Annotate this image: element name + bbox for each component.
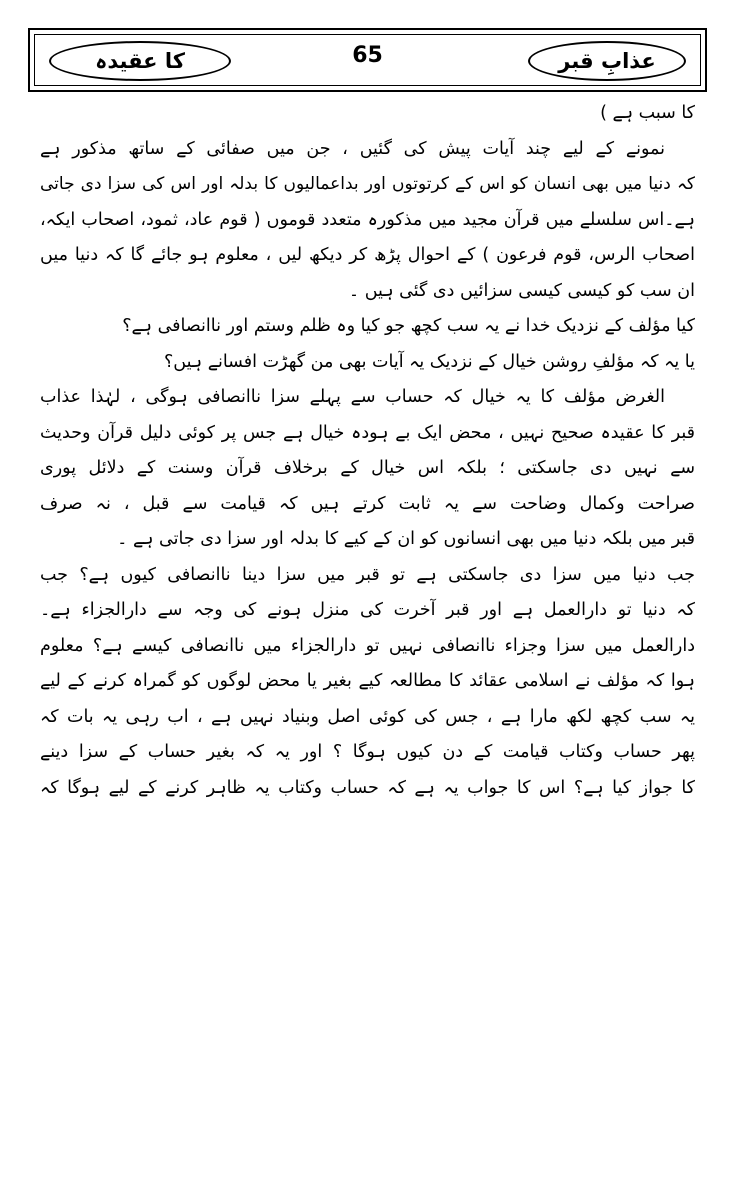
text-line: کہ دنیا میں بھی انسان کو اس کے کرتوتوں اور بداعمالیوں کا بدلہ اور اس کی سزا دی جاتی	[40, 174, 695, 194]
text-line: نمونے کے لیے چند آیات پیش کی گئیں ، جن میں صفائی کے ساتھ مذکور ہے	[40, 138, 665, 159]
text-line: کا سبب ہے )	[600, 103, 695, 123]
text-line: ہے۔اس سلسلے میں قرآن مجید میں مذکورہ متعدد قوموں ( قوم عاد، ثمود، اصحاب ایکہ،	[40, 209, 695, 230]
text-line: ہوا کہ مؤلف نے اسلامی عقائد کا مطالعہ کیے بغیر یا محض لوگوں کو گمراہ کرنے کے لیے	[40, 671, 695, 691]
header-left-title: کا عقیدہ	[49, 41, 231, 81]
text-line: کا جواز کیا ہے؟ اس کا جواب یہ ہے کہ حساب وکتاب یہ ظاہر کرنے کے لیے ہوگا کہ	[40, 777, 695, 798]
page-number: 65	[352, 43, 383, 68]
text-line: یا یہ کہ مؤلفِ روشن خیال کے نزدیک یہ آیات بھی من گھڑت افسانے ہیں؟	[164, 351, 695, 372]
text-line: کہ دنیا تو دارالعمل ہے اور قبر آخرت کی منزل ہونے کی وجہ سے دارالجزاء ہے۔	[40, 600, 695, 620]
text-line: الغرض مؤلف کا یہ خیال کہ حساب سے پہلے سزا ناانصافی ہوگی ، لہٰذا عذاب	[40, 387, 665, 407]
text-line: ان سب کو کیسی کیسی سزائیں دی گئی ہیں ۔	[348, 280, 695, 301]
text-line: صراحت وکمال وضاحت سے یہ ثابت کرتے ہیں کہ قیامت سے قبل ، نہ صرف	[40, 493, 695, 514]
text-line: پھر حساب وکتاب قیامت کے دن کیوں ہوگا ؟ اور یہ کہ بغیر حساب کے سزا دینے	[40, 742, 695, 762]
header-right-title: عذابِ قبر	[528, 41, 686, 81]
text-line: قبر میں بلکہ دنیا میں بھی انسانوں کو ان کے کیے کا بدلہ اور سزا دی جاتی ہے ۔	[117, 529, 695, 549]
text-line: جب دنیا میں سزا دی جاسکتی ہے تو قبر میں سزا دینا ناانصافی کیوں ہے؟ جب	[40, 564, 695, 585]
text-line: کیا مؤلف کے نزدیک خدا نے یہ سب کچھ جو کیا وہ ظلم وستم اور ناانصافی ہے؟	[122, 316, 695, 336]
text-line: یہ سب کچھ لکھ مارا ہے ، جس کی کوئی اصل وبنیاد نہیں ہے ، اب رہی یہ بات کہ	[40, 706, 695, 727]
text-line: اصحاب الرس، قوم فرعون ) کے احوال پڑھ کر دیکھ لیں ، معلوم ہو جائے گا کہ دنیا میں	[40, 245, 695, 265]
page-header-inner-frame	[34, 34, 701, 86]
body-text	[40, 96, 695, 806]
text-line: قبر کا عقیدہ صحیح نہیں ، محض ایک بے ہودہ خیال ہے جس پر کوئی دلیل قرآن وحدیث	[40, 422, 695, 443]
page-header-frame	[28, 28, 707, 92]
text-line: سے نہیں دی جاسکتی ؛ بلکہ اس خیال کے برخلاف قرآن وسنت کے دلائل پوری	[40, 458, 695, 478]
text-line: دارالعمل میں سزا وجزاء ناانصافی نہیں تو دارالجزاء میں ناانصافی کیسے ہے؟ معلوم	[40, 635, 695, 656]
